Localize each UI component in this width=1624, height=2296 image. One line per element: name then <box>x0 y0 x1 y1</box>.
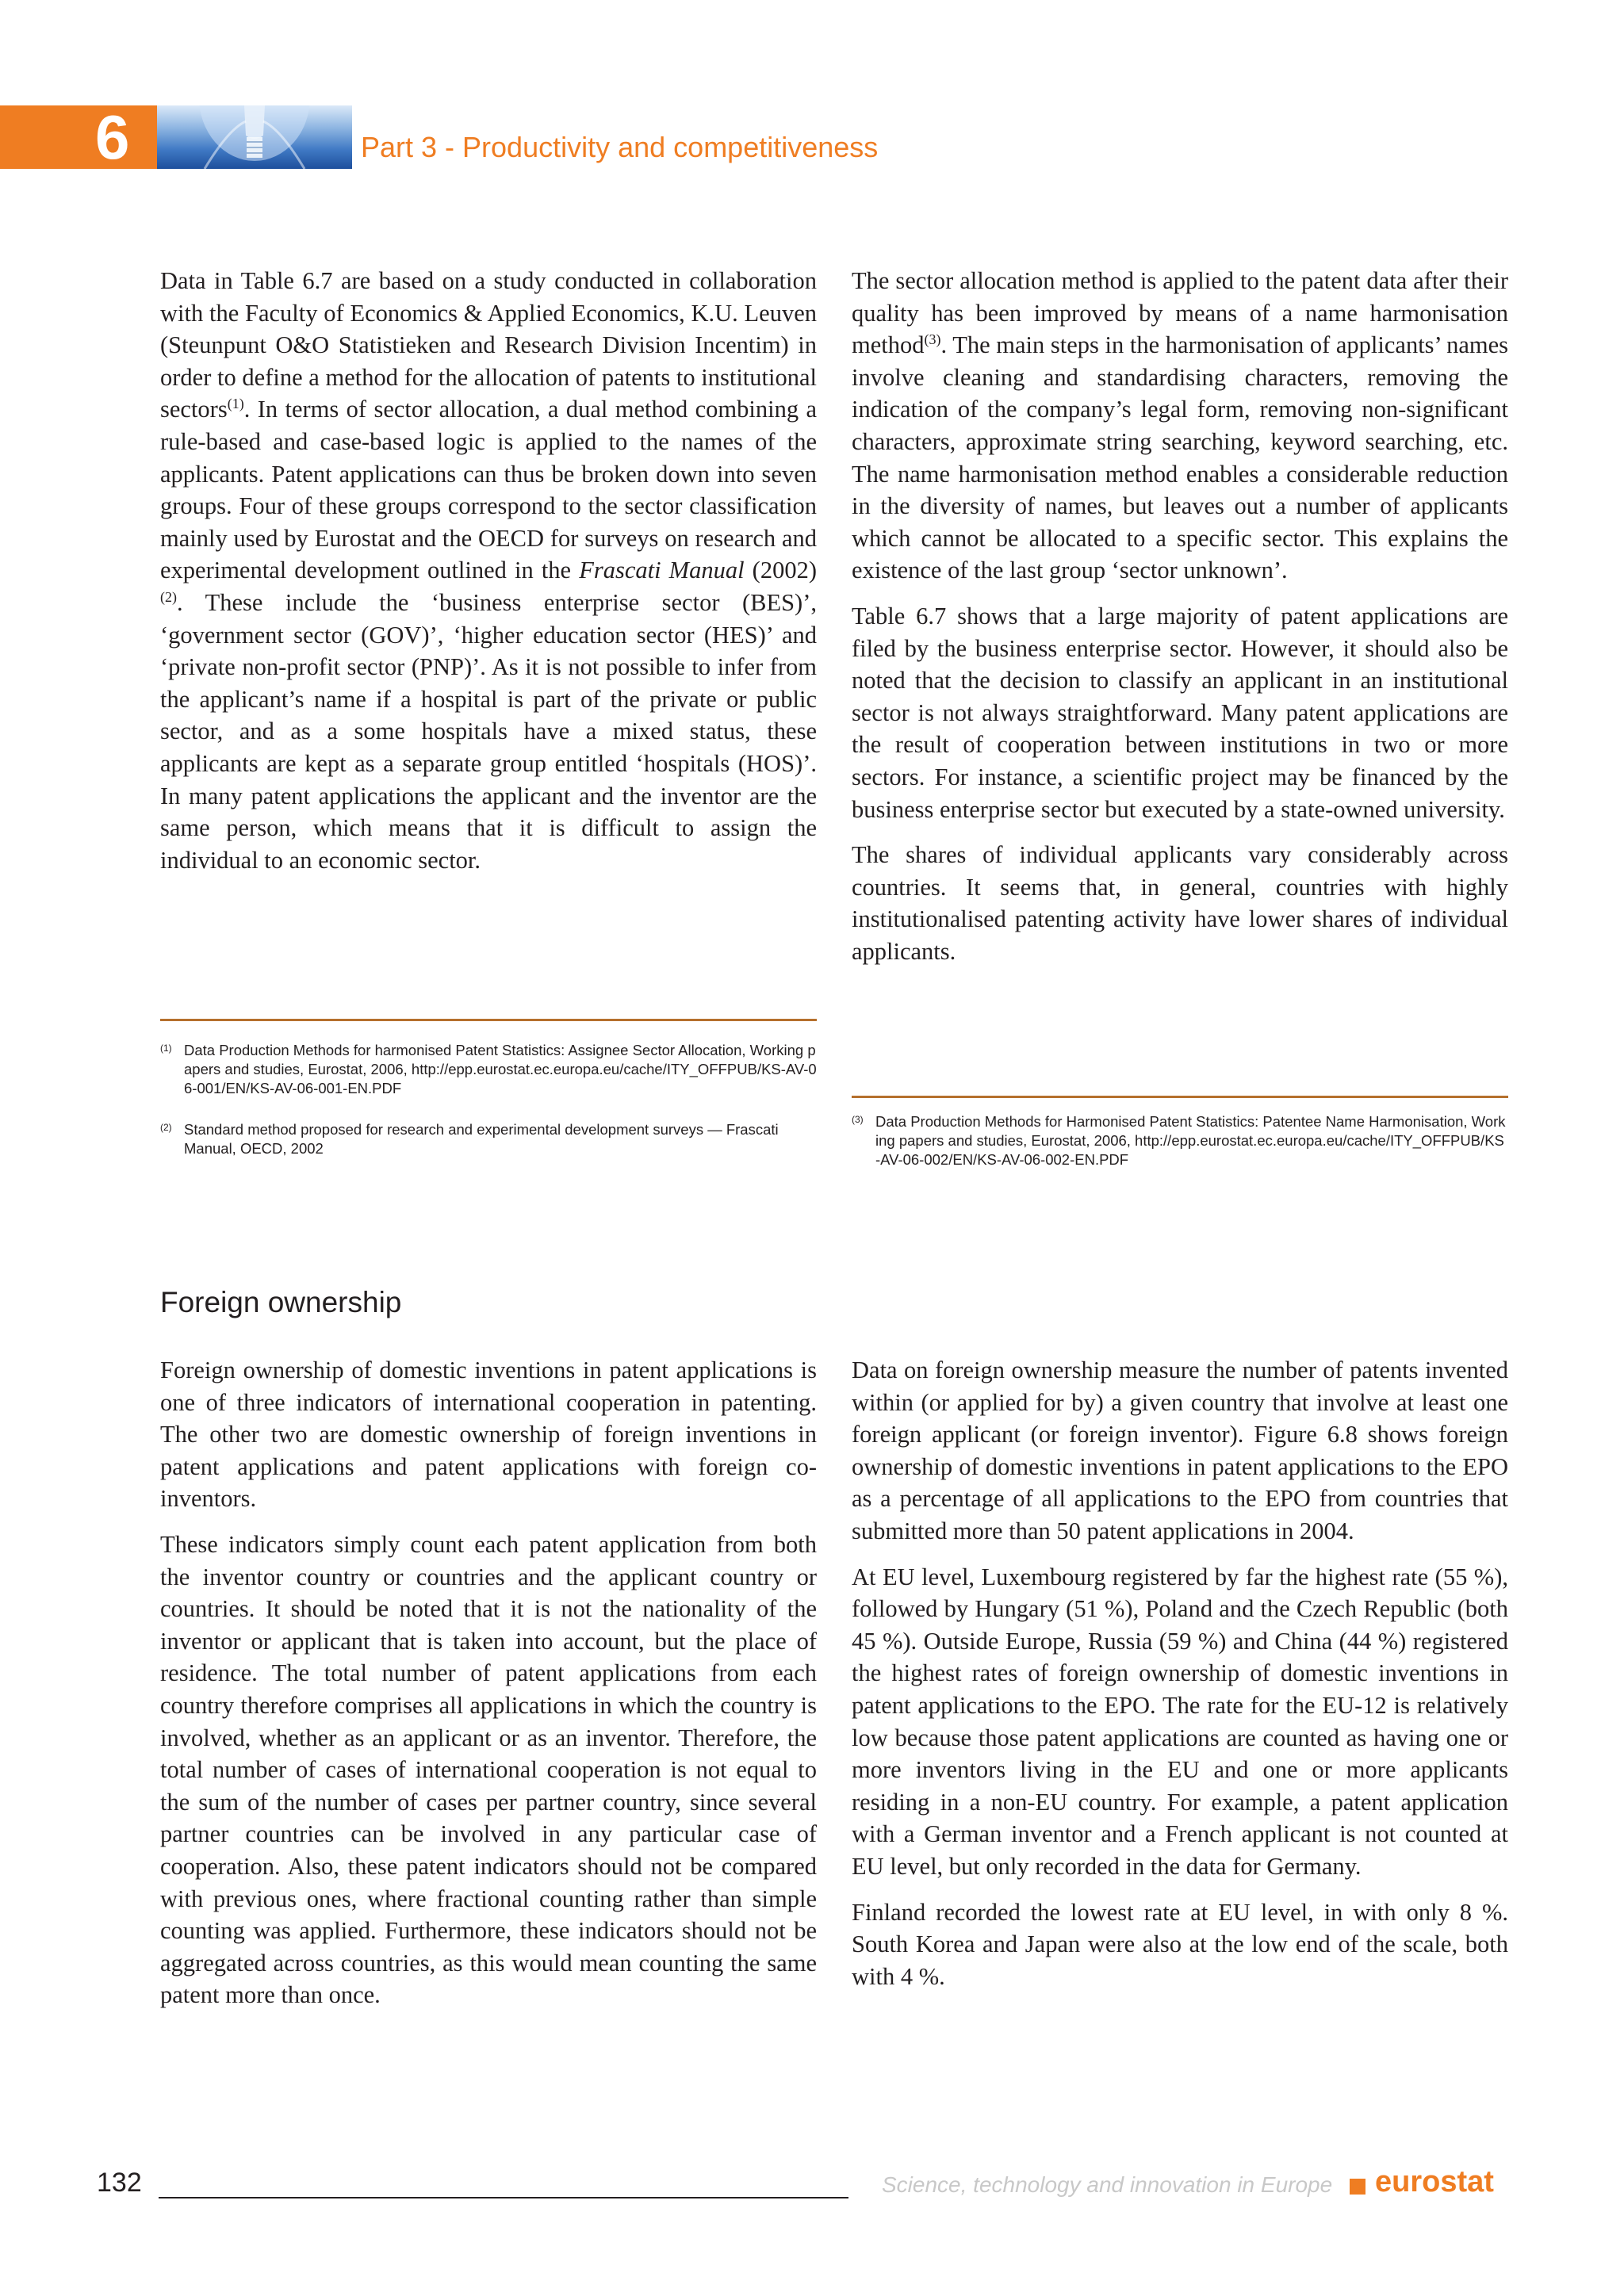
lightbulb-header-image <box>157 105 352 169</box>
footnote-rule <box>160 1019 817 1021</box>
footnote-number: (3) <box>852 1114 864 1125</box>
frascati-manual-title: Frascati Manual <box>579 557 745 584</box>
footnote-number: (1) <box>160 1043 172 1054</box>
paragraph <box>160 265 817 876</box>
paragraph: Table 6.7 shows that a large majority of patent applications are filed by the business enterprise sector. However, it should also be noted that the decision to classify an applicant in an institutional sector is not always straightforward. Many patent applications are the result of cooperation between institutions in two or more sectors. For instance, a scientific project may be financed by the business enterprise sector but executed by a state-owned university. <box>852 602 1508 823</box>
page-number: 132 <box>97 2168 142 2198</box>
footnote-ref: (1) <box>227 396 244 412</box>
chapter-number: 6 <box>95 102 130 172</box>
paragraph: Finland recorded the lowest rate at EU level, in with only 8 %. South Korea and Japan were also at the low end of the scale, both with 4 %. <box>852 1898 1508 1990</box>
footer-rule <box>159 2197 848 2198</box>
chapter-number-badge <box>0 102 163 172</box>
paragraph <box>852 265 1508 587</box>
footnote-rule <box>852 1096 1508 1098</box>
paragraph: Foreign ownership of domestic inventions in patent applications is one of three indicators of international cooperation in patenting. The other two are domestic ownership of foreign inventions in patent applications and patent applications with foreign co-inventors. <box>160 1357 817 1513</box>
paragraph: These indicators simply count each patent application from both the inventor country or countries and the applicant country or countries. It should be noted that it is not the nationality of the inventor or applicant that is taken into account, but the place of residence. The total number of patent applications from each country therefore comprises all applications in which the country is involved, whether as an applicant or as an inventor. Therefore, the total number of cases of international cooperation is not equal to the sum of the number of cases per partner country, since several partner countries can be involved in any particular case of cooperation. Also, these patent indicators should not be compared with previous ones, where fractional counting rather than simple counting was applied. Furthermore, these indicators should not be aggregated across countries, as this would mean counting the same patent more than once. <box>160 1530 817 2009</box>
paragraph: The shares of individual applicants vary considerably across countries. It seems that, in general, countries with highly institutionalised patenting activity have lower shares of individual applicants. <box>852 841 1508 965</box>
eurostat-square-icon <box>1350 2179 1365 2195</box>
top-left-column <box>160 265 817 890</box>
text-run: Data in Table 6.7 are based on a study conducted in collaboration with the Faculty of Economics & Applied Economics, K.U. Leuven (Steunpunt O&O Statistieken and Research Division Incentim) in order to define a method for the allocation of patents to institutional sectors <box>160 267 817 423</box>
text-run: . In terms of sector allocation, a dual method combining a rule-based and case-based logic is applied to the names of the applicants. Patent applications can thus be broken down into seven groups. Four of these groups correspond to the sector classification mainly used by Eurostat and the OECD for surveys on research and experimental development outlined in the <box>160 396 817 584</box>
footnote-2 <box>160 1120 817 1158</box>
footnote-ref: (3) <box>924 331 941 348</box>
bottom-left-column <box>160 1354 817 2025</box>
footnote-ref: (2) <box>160 588 177 605</box>
footnote-1 <box>160 1041 817 1098</box>
paragraph: Data on foreign ownership measure the number of patents invented within (or applied for by) a given country that involve at least one foreign applicant (or foreign inventor). Figure 6.8 shows foreign ownership of domestic inventions in patent applications to the EPO as a percentage of all applications to the EPO from countries that submitted more than 50 patent applications in 2004. <box>852 1357 1508 1544</box>
top-right-column <box>852 265 1508 981</box>
footnote-3 <box>852 1112 1508 1169</box>
publication-title: Science, technology and innovation in Europe <box>882 2172 1333 2197</box>
text-run: . The main steps in the harmonisation of applicants’ names involve cleaning and standardising characters, removing the indication of the company’s legal form, removing non-significant characters, approximate string searching, keyword searching, etc. The name harmonisation method enables a considerable reduction in the diversity of names, but leaves out a number of applicants which cannot be allocated to a specific sector. This explains the existence of the last group ‘sector unknown’. <box>852 331 1508 584</box>
paragraph: At EU level, Luxembourg registered by far the highest rate (55 %), followed by Hungary (51 %), Poland and the Czech Republic (both 45 %). Outside Europe, Russia (59 %) and China (44 %) registered the highest rates of foreign ownership of domestic inventions in patent applications to the EPO. The rate for the EU-12 is relatively low because those patent applications are counted as having one or more inventors living in the EU and one or more applicants residing in a non-EU country. For example, a patent application with a German inventor and a French applicant is not counted at EU level, but only recorded in the data for Germany. <box>852 1563 1508 1880</box>
footnote-text: Data Production Methods for harmonised Patent Statistics: Assignee Sector Allocation, Working papers and studies, Eurostat, 2006, http://epp.eurostat.ec.europa.eu/cache/ITY_OFFPUB/KS-AV-06-001/EN/KS-AV-06-001-EN.PDF <box>184 1042 817 1096</box>
eurostat-logo: eurostat <box>1375 2165 1494 2198</box>
text-run: . These include the ‘business enterprise sector (BES)’, ‘government sector (GOV)’, ‘higher education sector (HES)’ and ‘private non-profit sector (PNP)’. As it is not possible to infer from the applicant’s name if a hospital is part of the private or public sector, and as a some hospitals have a mixed status, these applicants are kept as a separate group entitled ‘hospitals (HOS)’. In many patent applications the applicant and the inventor are the same person, which means that it is difficult to assign the individual to an economic sector. <box>160 588 817 874</box>
lightbulb-icon <box>157 105 352 169</box>
footnote-text: Data Production Methods for Harmonised Patent Statistics: Patentee Name Harmonisation, Working papers and studies, Eurostat, 2006, http://epp.eurostat.ec.europa.eu/cache/ITY_OFFPUB/KS-AV-06-002/EN/KS-AV-06-002-EN.PDF <box>875 1113 1506 1168</box>
footnote-number: (2) <box>160 1122 172 1133</box>
footnote-text: Standard method proposed for research and experimental development surveys — Frascati Manual, OECD, 2002 <box>184 1121 779 1157</box>
section-heading: Foreign ownership <box>160 1286 402 1318</box>
text-run: (2002) <box>744 557 817 584</box>
part-title: Part 3 - Productivity and competitiveness <box>361 131 879 163</box>
bottom-right-column <box>852 1354 1508 2006</box>
text-run: The sector allocation method is applied to the patent data after their quality has been improved by means of a name harmonisation method <box>852 267 1508 359</box>
